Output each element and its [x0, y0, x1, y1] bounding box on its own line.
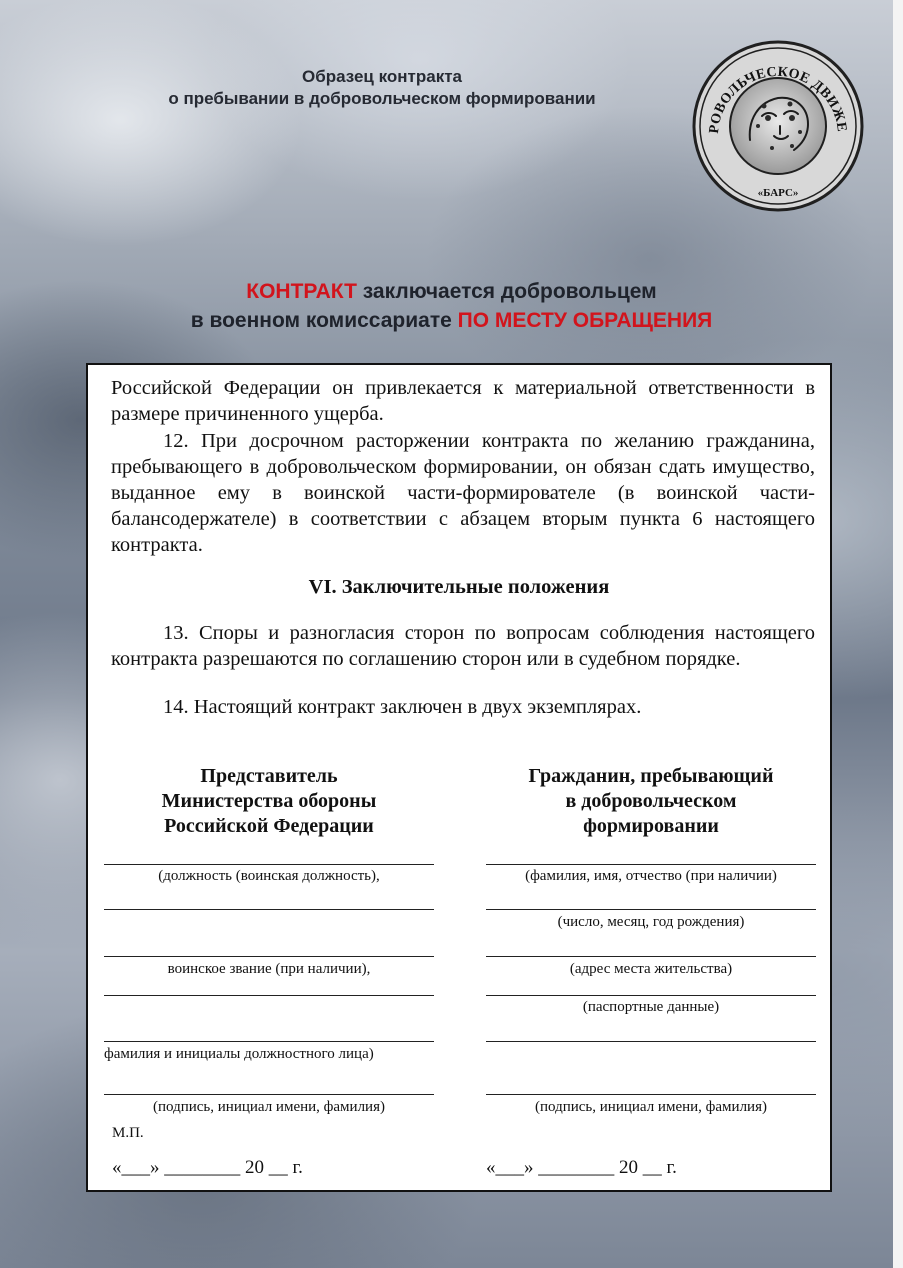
logo-bottom-text: «БАРС»: [757, 187, 799, 199]
right-party-heading: [486, 764, 816, 839]
right-heading-line3: формировании: [583, 815, 719, 837]
paragraph-13: 13. Споры и разногласия сторон по вопросам соблюдения настоящего контракта разрешаются по соглашению сторон или в судебном порядке.: [111, 622, 815, 670]
right-line-1: [486, 864, 816, 865]
page-edge: [893, 0, 903, 1268]
banner-line2-text: в военном комиссариате: [190, 309, 458, 332]
right-caption-fullname: (фамилия, имя, отчество (при наличии): [525, 868, 777, 884]
left-heading-line1: Представитель: [200, 765, 338, 787]
right-heading-line2: в добровольческом: [565, 790, 737, 812]
right-caption-address: (адрес места жительства): [569, 961, 733, 977]
left-heading-line3: Российской Федерации: [164, 815, 374, 837]
stamp-mark: М.П.: [112, 1125, 144, 1141]
right-line-3: [486, 956, 816, 957]
logo-arc-text: РОВОЛЬЧЕСКОЕ ДВИЖЕ: [706, 64, 849, 135]
left-line-6: [104, 1094, 434, 1095]
paragraph-14: 14. Настоящий контракт заключен в двух экземплярах.: [163, 696, 642, 718]
right-caption-birthdate: (число, месяц, год рождения): [557, 914, 745, 930]
right-line-4: [486, 995, 816, 996]
banner-line1-text: заключается добровольцем: [356, 280, 657, 303]
left-heading-line2: Министерства обороны: [161, 790, 377, 812]
page-title: [0, 66, 764, 110]
left-line-5: [104, 1041, 434, 1042]
right-line-5: [486, 1041, 816, 1042]
right-line-2: [486, 909, 816, 910]
left-caption-signature: (подпись, инициал имени, фамилия): [153, 1099, 385, 1115]
right-caption-passport: (паспортные данные): [582, 999, 720, 1015]
right-heading-line1: Гражданин, пребывающий: [528, 765, 774, 787]
right-caption-signature: (подпись, инициал имени, фамилия): [535, 1099, 767, 1115]
banner-red-place: ПО МЕСТУ ОБРАЩЕНИЯ: [457, 309, 713, 332]
paragraph-12: 12. При досрочном расторжении контракта по желанию гражданина, пребывающего в добровольческом формировании, он обязан сдать имущество, выданное ему в воинской части-формирователе (в воинской части-балансодержателе) в соответствии с абзацем вторым пункта 6 настоящего контракта.: [111, 430, 815, 556]
banner-line1: [0, 277, 903, 306]
contract-page: [86, 363, 832, 1192]
left-date-field: «___» ________ 20 __ г.: [112, 1157, 303, 1178]
right-date-field: «___» ________ 20 __ г.: [486, 1157, 677, 1178]
left-caption-position: (должность (воинская должность),: [158, 868, 380, 884]
paragraph-continuation: Российской Федерации он привлекается к материальной ответственности в размере причиненного ущерба.: [111, 377, 815, 425]
right-line-6: [486, 1094, 816, 1095]
left-line-3: [104, 956, 434, 957]
banner-red-word-contract: КОНТРАКТ: [246, 280, 357, 303]
left-line-1: [104, 864, 434, 865]
bars-logo-icon: [692, 40, 864, 212]
banner-line2: [0, 306, 903, 335]
left-line-2: [104, 909, 434, 910]
left-caption-name: фамилия и инициалы должностного лица): [104, 1046, 374, 1062]
page-title-line1: Образец контракта: [301, 67, 462, 86]
left-party-heading: [104, 764, 434, 839]
section-title: VI. Заключительные положения: [308, 576, 610, 598]
left-caption-rank: воинское звание (при наличии),: [167, 961, 371, 977]
page-title-line2: о пребывании в добровольческом формировании: [168, 89, 596, 108]
left-line-4: [104, 995, 434, 996]
